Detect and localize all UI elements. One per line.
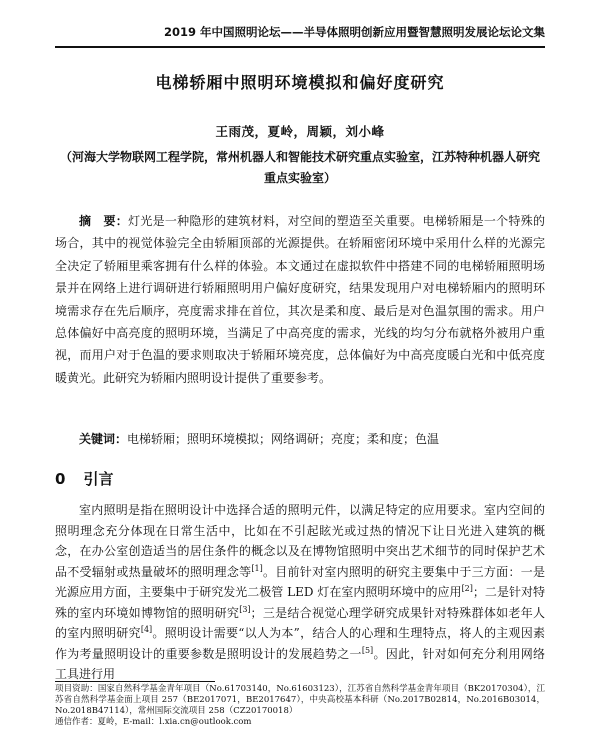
section-number: 0 bbox=[55, 470, 66, 488]
citation-ref: [3] bbox=[239, 604, 251, 614]
affiliation: （河海大学物联网工程学院，常州机器人和智能技术研究重点实验室，江苏特种机器人研究重点实验室） bbox=[59, 150, 540, 185]
running-header: 2019 年中国照明论坛——半导体照明创新应用暨智慧照明发展论坛论文集 bbox=[163, 25, 545, 39]
abstract-label: 摘 要： bbox=[79, 214, 129, 228]
author-list: 王雨茂，夏岭，周颖，刘小峰 bbox=[215, 124, 385, 139]
body-text-part: 室内照明是指在照明设计中选择合适的照明元件，以满足特定的应用要求。室内空间的照明理念充分体现在日常生活中，比如在不引起眩光或过热的情况下让日光进入建筑的概念，在办公室创造适当的居住条件的概念以及在博物馆照明中突出艺术细节的同时保护艺术品不受辐射或热量破坏的照明理念等 bbox=[55, 503, 545, 579]
footnote bbox=[55, 684, 545, 728]
body-text-part: ；二是针对特殊的室内环境如博物馆的照明研究 bbox=[55, 585, 545, 620]
keywords bbox=[79, 430, 545, 447]
keywords-text: 电梯轿厢；照明环境模拟；网络调研；亮度；柔和度；色温 bbox=[127, 432, 440, 446]
body-text-part: 。因此，针对如何充分利用网络工具进行用 bbox=[55, 646, 545, 681]
footnote-rule bbox=[55, 681, 215, 682]
body-text-part: 。目前针对室内照明的研究主要集中于三方面：一是光源应用方面，主要集中于研究发光二极管 LED 灯在室内照明环境中的应用 bbox=[55, 564, 545, 599]
abstract bbox=[55, 210, 545, 389]
footnote-funding: 项目资助：国家自然科学基金青年项目（No.61703140，No.61603123），江苏省自然科学基金青年项目（BK20170304），江苏省自然科学基金面上项目 257（BE2017071，BE2017647），中央高校基本科研（No.2017B02814，No.2016B03014，No.2018B47114），常州国际交流项目 258（CZ20170018） bbox=[55, 684, 545, 716]
paper-title: 电梯轿厢中照明环境模拟和偏好度研究 bbox=[155, 73, 445, 92]
citation-ref: [1] bbox=[251, 563, 263, 573]
citation-ref: [2] bbox=[461, 584, 473, 593]
citation-ref: [5] bbox=[361, 645, 374, 655]
section-title: 引言 bbox=[83, 470, 114, 488]
footnote-contact: 通信作者：夏岭，E-mail：l.xia.cn@outlook.com bbox=[55, 717, 252, 727]
abstract-text: 灯光是一种隐形的建筑材料，对空间的塑造至关重要。电梯轿厢是一个特殊的场合，其中的视觉体验完全由轿厢顶部的光源提供。在轿厢密闭环境中采用什么样的光源完全决定了轿厢里乘客拥有什么样的体验。本文通过在虚拟软件中搭建不同的电梯轿厢照明场景并在网络上进行调研进行轿厢照明用户偏好度研究，结果发现用户对电梯轿厢内的照明环境需求存在先后顺序，亮度需求排在首位，其次是柔和度、最后是对色温氛围的需求。用户总体偏好中高亮度的照明环境，当满足了中高亮度的需求，光线的均匀分布就格外被用户重视，而用户对于色温的要求则取决于轿厢环境亮度，总体偏好为中高亮度暖白光和中低亮度暖黄光。此研究为轿厢内照明设计提供了重要参考。 bbox=[55, 214, 545, 385]
body-paragraph bbox=[55, 500, 545, 685]
section-heading bbox=[55, 468, 113, 489]
body-text-part: 。照明设计需要“以人为本”，结合人的心理和生理特点，将人的主观因素作为考量照明设计的重要参数是照明设计的发展趋势之一 bbox=[55, 626, 545, 661]
citation-ref: [4] bbox=[140, 625, 153, 634]
header-rule bbox=[55, 46, 545, 48]
keywords-label: 关键词： bbox=[79, 432, 128, 446]
body-text-part: ；三是结合视觉心理学研究成果针对特殊群体如老年人的室内照明研究 bbox=[55, 605, 545, 640]
